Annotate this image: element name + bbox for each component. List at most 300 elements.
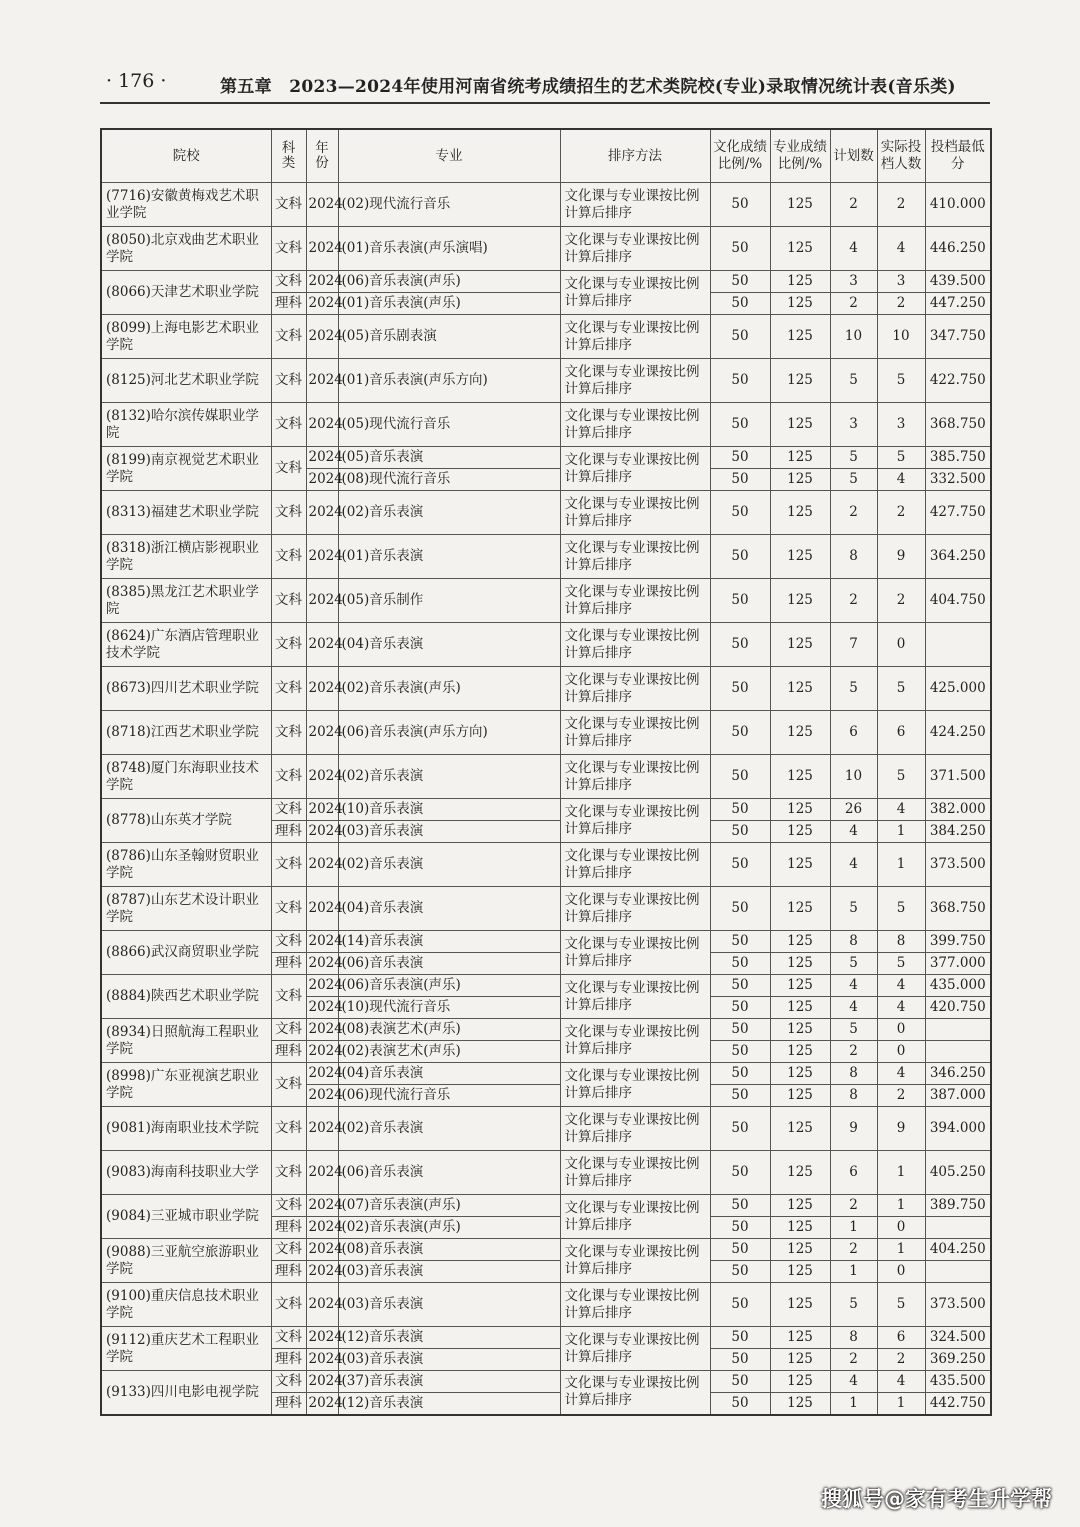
sort-method-cell: 文化课与专业课按比例计算后排序 <box>560 755 710 799</box>
min-score-cell: 368.750 <box>925 887 991 931</box>
major-ratio-cell: 125 <box>770 403 830 447</box>
major-ratio-cell: 125 <box>770 315 830 359</box>
school-name: (7716)安徽黄梅戏艺术职业学院 <box>101 183 271 227</box>
culture-ratio-cell: 50 <box>710 315 770 359</box>
sort-method-cell: 文化课与专业课按比例计算后排序 <box>560 491 710 535</box>
culture-ratio-cell: 50 <box>710 953 770 975</box>
category-cell: 文科 <box>271 183 306 227</box>
table-row <box>101 491 991 535</box>
plan-count-cell: 3 <box>830 403 877 447</box>
major-ratio-cell: 125 <box>770 1063 830 1085</box>
sort-method-cell: 文化课与专业课按比例计算后排序 <box>560 1327 710 1371</box>
school-name: (9088)三亚航空旅游职业学院 <box>101 1239 271 1283</box>
major-cell: (37)音乐表演 <box>338 1371 560 1393</box>
min-score-cell: 385.750 <box>925 447 991 469</box>
plan-count-cell: 1 <box>830 1393 877 1415</box>
actual-count-cell: 1 <box>877 1393 925 1415</box>
school-name: (9083)海南科技职业大学 <box>101 1151 271 1195</box>
category-cell: 文科 <box>271 491 306 535</box>
major-cell: (08)现代流行音乐 <box>338 469 560 491</box>
school-name: (8624)广东酒店管理职业技术学院 <box>101 623 271 667</box>
plan-count-cell: 2 <box>830 1041 877 1063</box>
actual-count-cell: 0 <box>877 1019 925 1041</box>
page-header <box>100 68 990 104</box>
actual-count-cell: 0 <box>877 1041 925 1063</box>
actual-count-cell: 4 <box>877 799 925 821</box>
actual-count-cell: 5 <box>877 1283 925 1327</box>
plan-count-cell: 2 <box>830 1349 877 1371</box>
sort-method-cell: 文化课与专业课按比例计算后排序 <box>560 447 710 491</box>
plan-count-cell: 5 <box>830 953 877 975</box>
major-ratio-cell: 125 <box>770 711 830 755</box>
table-row <box>101 1107 991 1151</box>
school-name: (8786)山东圣翰财贸职业学院 <box>101 843 271 887</box>
sort-method-cell: 文化课与专业课按比例计算后排序 <box>560 623 710 667</box>
sort-method-cell: 文化课与专业课按比例计算后排序 <box>560 1063 710 1107</box>
col-school-header: 院校 <box>101 129 271 183</box>
major-ratio-cell: 125 <box>770 1371 830 1393</box>
major-cell: (05)音乐制作 <box>338 579 560 623</box>
year-cell: 2024 <box>306 535 338 579</box>
category-cell: 理科 <box>271 1217 306 1239</box>
category-cell: 理科 <box>271 1349 306 1371</box>
culture-ratio-cell: 50 <box>710 799 770 821</box>
major-cell: (05)现代流行音乐 <box>338 403 560 447</box>
min-score-cell: 384.250 <box>925 821 991 843</box>
category-cell: 文科 <box>271 1107 306 1151</box>
category-cell: 文科 <box>271 403 306 447</box>
year-cell: 2024 <box>306 711 338 755</box>
category-cell: 文科 <box>271 1151 306 1195</box>
min-score-cell <box>925 1261 991 1283</box>
major-ratio-cell: 125 <box>770 1327 830 1349</box>
category-cell: 理科 <box>271 953 306 975</box>
year-cell: 2024 <box>306 293 338 315</box>
plan-count-cell: 5 <box>830 1283 877 1327</box>
category-cell: 文科 <box>271 359 306 403</box>
min-score-cell: 422.750 <box>925 359 991 403</box>
chapter-title: 第五章 2023—2024年使用河南省统考成绩招生的艺术类院校(专业)录取情况统计表(音乐类) <box>220 77 956 97</box>
min-score-cell: 368.750 <box>925 403 991 447</box>
culture-ratio-cell: 50 <box>710 623 770 667</box>
actual-count-cell: 1 <box>877 843 925 887</box>
actual-count-cell: 6 <box>877 711 925 755</box>
major-ratio-cell: 125 <box>770 843 830 887</box>
year-cell: 2024 <box>306 1107 338 1151</box>
year-cell: 2024 <box>306 227 338 271</box>
table-body <box>101 183 991 1415</box>
major-ratio-cell: 125 <box>770 469 830 491</box>
plan-count-cell: 4 <box>830 1371 877 1393</box>
table-row <box>101 1063 991 1085</box>
culture-ratio-cell: 50 <box>710 711 770 755</box>
col-year-header: 年份 <box>306 129 338 183</box>
plan-count-cell: 8 <box>830 931 877 953</box>
major-ratio-cell: 125 <box>770 535 830 579</box>
actual-count-cell: 9 <box>877 1107 925 1151</box>
sort-method-cell: 文化课与专业课按比例计算后排序 <box>560 1283 710 1327</box>
min-score-cell: 435.500 <box>925 1371 991 1393</box>
culture-ratio-cell: 50 <box>710 975 770 997</box>
plan-count-cell: 2 <box>830 293 877 315</box>
plan-count-cell: 6 <box>830 711 877 755</box>
year-cell: 2024 <box>306 447 338 469</box>
category-cell: 文科 <box>271 535 306 579</box>
col-plan-header: 计划数 <box>830 129 877 183</box>
category-cell: 文科 <box>271 271 306 293</box>
actual-count-cell: 4 <box>877 469 925 491</box>
culture-ratio-cell: 50 <box>710 1151 770 1195</box>
year-cell: 2024 <box>306 491 338 535</box>
table-row <box>101 1239 991 1261</box>
col-min-score-header: 投档最低分 <box>925 129 991 183</box>
col-culture-ratio-header: 文化成绩比例/% <box>710 129 770 183</box>
actual-count-cell: 5 <box>877 755 925 799</box>
major-cell: (03)音乐表演 <box>338 1283 560 1327</box>
major-cell: (02)音乐表演 <box>338 843 560 887</box>
year-cell: 2024 <box>306 799 338 821</box>
culture-ratio-cell: 50 <box>710 293 770 315</box>
plan-count-cell: 9 <box>830 1107 877 1151</box>
min-score-cell: 447.250 <box>925 293 991 315</box>
table-row <box>101 227 991 271</box>
major-cell: (02)表演艺术(声乐) <box>338 1041 560 1063</box>
sort-method-cell: 文化课与专业课按比例计算后排序 <box>560 1371 710 1415</box>
major-ratio-cell: 125 <box>770 293 830 315</box>
plan-count-cell: 8 <box>830 1063 877 1085</box>
col-method-header: 排序方法 <box>560 129 710 183</box>
col-actual-header: 实际投档人数 <box>877 129 925 183</box>
table-row <box>101 447 991 469</box>
culture-ratio-cell: 50 <box>710 1085 770 1107</box>
major-cell: (12)音乐表演 <box>338 1327 560 1349</box>
school-name: (8866)武汉商贸职业学院 <box>101 931 271 975</box>
culture-ratio-cell: 50 <box>710 1283 770 1327</box>
major-ratio-cell: 125 <box>770 997 830 1019</box>
table-row <box>101 623 991 667</box>
sort-method-cell: 文化课与专业课按比例计算后排序 <box>560 1019 710 1063</box>
min-score-cell: 439.500 <box>925 271 991 293</box>
school-name: (9133)四川电影电视学院 <box>101 1371 271 1415</box>
year-cell: 2024 <box>306 755 338 799</box>
min-score-cell: 394.000 <box>925 1107 991 1151</box>
min-score-cell <box>925 1217 991 1239</box>
table-row <box>101 931 991 953</box>
actual-count-cell: 5 <box>877 359 925 403</box>
category-cell: 理科 <box>271 1041 306 1063</box>
culture-ratio-cell: 50 <box>710 931 770 953</box>
min-score-cell: 346.250 <box>925 1063 991 1085</box>
category-cell: 文科 <box>271 227 306 271</box>
major-ratio-cell: 125 <box>770 1041 830 1063</box>
col-category-header: 科类 <box>271 129 306 183</box>
category-cell: 文科 <box>271 755 306 799</box>
min-score-cell: 377.000 <box>925 953 991 975</box>
category-cell: 文科 <box>271 623 306 667</box>
culture-ratio-cell: 50 <box>710 183 770 227</box>
major-ratio-cell: 125 <box>770 359 830 403</box>
sort-method-cell: 文化课与专业课按比例计算后排序 <box>560 183 710 227</box>
major-ratio-cell: 125 <box>770 1239 830 1261</box>
actual-count-cell: 0 <box>877 1217 925 1239</box>
sort-method-cell: 文化课与专业课按比例计算后排序 <box>560 975 710 1019</box>
major-ratio-cell: 125 <box>770 491 830 535</box>
major-ratio-cell: 125 <box>770 271 830 293</box>
year-cell: 2024 <box>306 271 338 293</box>
min-score-cell: 404.250 <box>925 1239 991 1261</box>
major-cell: (02)音乐表演 <box>338 755 560 799</box>
category-cell: 文科 <box>271 799 306 821</box>
admission-table <box>100 128 992 1416</box>
table-row <box>101 535 991 579</box>
table-row <box>101 1151 991 1195</box>
year-cell: 2024 <box>306 579 338 623</box>
table-row <box>101 271 991 293</box>
sort-method-cell: 文化课与专业课按比例计算后排序 <box>560 359 710 403</box>
major-cell: (02)音乐表演 <box>338 491 560 535</box>
major-cell: (06)现代流行音乐 <box>338 1085 560 1107</box>
plan-count-cell: 4 <box>830 227 877 271</box>
category-cell: 文科 <box>271 1327 306 1349</box>
major-ratio-cell: 125 <box>770 887 830 931</box>
culture-ratio-cell: 50 <box>710 843 770 887</box>
actual-count-cell: 4 <box>877 997 925 1019</box>
category-cell: 理科 <box>271 821 306 843</box>
min-score-cell: 399.750 <box>925 931 991 953</box>
min-score-cell <box>925 1041 991 1063</box>
min-score-cell: 446.250 <box>925 227 991 271</box>
year-cell: 2024 <box>306 1261 338 1283</box>
school-name: (8778)山东英才学院 <box>101 799 271 843</box>
plan-count-cell: 1 <box>830 1217 877 1239</box>
actual-count-cell: 2 <box>877 579 925 623</box>
min-score-cell: 404.750 <box>925 579 991 623</box>
culture-ratio-cell: 50 <box>710 447 770 469</box>
major-cell: (04)音乐表演 <box>338 1063 560 1085</box>
table-row <box>101 711 991 755</box>
year-cell: 2024 <box>306 975 338 997</box>
min-score-cell: 424.250 <box>925 711 991 755</box>
school-name: (8199)南京视觉艺术职业学院 <box>101 447 271 491</box>
category-cell: 理科 <box>271 1261 306 1283</box>
plan-count-cell: 2 <box>830 579 877 623</box>
school-name: (8132)哈尔滨传媒职业学院 <box>101 403 271 447</box>
school-name: (9084)三亚城市职业学院 <box>101 1195 271 1239</box>
table-header-row <box>101 129 991 183</box>
major-cell: (02)音乐表演 <box>338 1107 560 1151</box>
year-cell: 2024 <box>306 997 338 1019</box>
culture-ratio-cell: 50 <box>710 1349 770 1371</box>
major-ratio-cell: 125 <box>770 579 830 623</box>
sort-method-cell: 文化课与专业课按比例计算后排序 <box>560 1151 710 1195</box>
school-name: (9081)海南职业技术学院 <box>101 1107 271 1151</box>
year-cell: 2024 <box>306 1349 338 1371</box>
plan-count-cell: 4 <box>830 843 877 887</box>
plan-count-cell: 5 <box>830 359 877 403</box>
major-cell: (05)音乐表演 <box>338 447 560 469</box>
major-ratio-cell: 125 <box>770 1393 830 1415</box>
min-score-cell: 382.000 <box>925 799 991 821</box>
major-ratio-cell: 125 <box>770 1261 830 1283</box>
culture-ratio-cell: 50 <box>710 469 770 491</box>
year-cell: 2024 <box>306 953 338 975</box>
table-row <box>101 359 991 403</box>
actual-count-cell: 9 <box>877 535 925 579</box>
culture-ratio-cell: 50 <box>710 887 770 931</box>
actual-count-cell: 6 <box>877 1327 925 1349</box>
year-cell: 2024 <box>306 1217 338 1239</box>
major-ratio-cell: 125 <box>770 975 830 997</box>
school-name: (8673)四川艺术职业学院 <box>101 667 271 711</box>
actual-count-cell: 1 <box>877 1151 925 1195</box>
min-score-cell: 425.000 <box>925 667 991 711</box>
year-cell: 2024 <box>306 403 338 447</box>
min-score-cell: 420.750 <box>925 997 991 1019</box>
category-cell: 文科 <box>271 1239 306 1261</box>
plan-count-cell: 3 <box>830 271 877 293</box>
category-cell: 文科 <box>271 1019 306 1041</box>
category-cell: 文科 <box>271 1195 306 1217</box>
plan-count-cell: 5 <box>830 447 877 469</box>
table-row <box>101 579 991 623</box>
sort-method-cell: 文化课与专业课按比例计算后排序 <box>560 1195 710 1239</box>
plan-count-cell: 10 <box>830 315 877 359</box>
category-cell: 文科 <box>271 1283 306 1327</box>
min-score-cell: 347.750 <box>925 315 991 359</box>
major-ratio-cell: 125 <box>770 1195 830 1217</box>
major-cell: (14)音乐表演 <box>338 931 560 953</box>
min-score-cell: 332.500 <box>925 469 991 491</box>
major-cell: (03)音乐表演 <box>338 1261 560 1283</box>
plan-count-cell: 4 <box>830 821 877 843</box>
min-score-cell: 389.750 <box>925 1195 991 1217</box>
year-cell: 2024 <box>306 1393 338 1415</box>
major-cell: (02)音乐表演(声乐) <box>338 667 560 711</box>
year-cell: 2024 <box>306 1371 338 1393</box>
school-name: (8313)福建艺术职业学院 <box>101 491 271 535</box>
min-score-cell: 387.000 <box>925 1085 991 1107</box>
actual-count-cell: 3 <box>877 271 925 293</box>
page-number: · 176 · <box>106 70 167 92</box>
major-cell: (06)音乐表演 <box>338 1151 560 1195</box>
major-ratio-cell: 125 <box>770 755 830 799</box>
actual-count-cell: 1 <box>877 1195 925 1217</box>
category-cell: 文科 <box>271 975 306 1019</box>
actual-count-cell: 0 <box>877 623 925 667</box>
plan-count-cell: 4 <box>830 997 877 1019</box>
year-cell: 2024 <box>306 1151 338 1195</box>
category-cell: 文科 <box>271 447 306 491</box>
culture-ratio-cell: 50 <box>710 227 770 271</box>
actual-count-cell: 5 <box>877 667 925 711</box>
major-ratio-cell: 125 <box>770 667 830 711</box>
min-score-cell: 324.500 <box>925 1327 991 1349</box>
sort-method-cell: 文化课与专业课按比例计算后排序 <box>560 315 710 359</box>
category-cell: 文科 <box>271 843 306 887</box>
major-cell: (04)音乐表演 <box>338 887 560 931</box>
culture-ratio-cell: 50 <box>710 1261 770 1283</box>
sort-method-cell: 文化课与专业课按比例计算后排序 <box>560 535 710 579</box>
culture-ratio-cell: 50 <box>710 997 770 1019</box>
table-row <box>101 975 991 997</box>
sort-method-cell: 文化课与专业课按比例计算后排序 <box>560 271 710 315</box>
culture-ratio-cell: 50 <box>710 1019 770 1041</box>
plan-count-cell: 5 <box>830 667 877 711</box>
major-ratio-cell: 125 <box>770 1283 830 1327</box>
year-cell: 2024 <box>306 1019 338 1041</box>
actual-count-cell: 10 <box>877 315 925 359</box>
major-ratio-cell: 125 <box>770 623 830 667</box>
culture-ratio-cell: 50 <box>710 1393 770 1415</box>
category-cell: 文科 <box>271 711 306 755</box>
culture-ratio-cell: 50 <box>710 1371 770 1393</box>
school-name: (9100)重庆信息技术职业学院 <box>101 1283 271 1327</box>
category-cell: 文科 <box>271 1371 306 1393</box>
major-cell: (07)音乐表演(声乐) <box>338 1195 560 1217</box>
table-row <box>101 1371 991 1393</box>
year-cell: 2024 <box>306 843 338 887</box>
culture-ratio-cell: 50 <box>710 1107 770 1151</box>
culture-ratio-cell: 50 <box>710 491 770 535</box>
actual-count-cell: 2 <box>877 1349 925 1371</box>
major-cell: (10)音乐表演 <box>338 799 560 821</box>
major-ratio-cell: 125 <box>770 1019 830 1041</box>
culture-ratio-cell: 50 <box>710 667 770 711</box>
plan-count-cell: 8 <box>830 1085 877 1107</box>
min-score-cell: 373.500 <box>925 843 991 887</box>
culture-ratio-cell: 50 <box>710 755 770 799</box>
major-cell: (04)音乐表演 <box>338 623 560 667</box>
plan-count-cell: 5 <box>830 887 877 931</box>
plan-count-cell: 10 <box>830 755 877 799</box>
table-row <box>101 843 991 887</box>
major-cell: (06)音乐表演(声乐) <box>338 975 560 997</box>
year-cell: 2024 <box>306 623 338 667</box>
category-cell: 理科 <box>271 293 306 315</box>
culture-ratio-cell: 50 <box>710 579 770 623</box>
table-row <box>101 887 991 931</box>
school-name: (8934)日照航海工程职业学院 <box>101 1019 271 1063</box>
year-cell: 2024 <box>306 1239 338 1261</box>
sort-method-cell: 文化课与专业课按比例计算后排序 <box>560 711 710 755</box>
plan-count-cell: 2 <box>830 183 877 227</box>
major-cell: (10)现代流行音乐 <box>338 997 560 1019</box>
major-cell: (06)音乐表演(声乐) <box>338 271 560 293</box>
culture-ratio-cell: 50 <box>710 1239 770 1261</box>
school-name: (8998)广东亚视演艺职业学院 <box>101 1063 271 1107</box>
year-cell: 2024 <box>306 821 338 843</box>
major-ratio-cell: 125 <box>770 953 830 975</box>
plan-count-cell: 8 <box>830 535 877 579</box>
major-ratio-cell: 125 <box>770 1349 830 1371</box>
major-ratio-cell: 125 <box>770 821 830 843</box>
table-row <box>101 1195 991 1217</box>
min-score-cell: 371.500 <box>925 755 991 799</box>
sort-method-cell: 文化课与专业课按比例计算后排序 <box>560 843 710 887</box>
major-cell: (06)音乐表演(声乐方向) <box>338 711 560 755</box>
major-cell: (03)音乐表演 <box>338 821 560 843</box>
major-cell: (01)音乐表演 <box>338 535 560 579</box>
plan-count-cell: 2 <box>830 491 877 535</box>
major-cell: (08)音乐表演 <box>338 1239 560 1261</box>
year-cell: 2024 <box>306 469 338 491</box>
plan-count-cell: 4 <box>830 975 877 997</box>
sort-method-cell: 文化课与专业课按比例计算后排序 <box>560 227 710 271</box>
major-ratio-cell: 125 <box>770 1085 830 1107</box>
col-major-ratio-header: 专业成绩比例/% <box>770 129 830 183</box>
culture-ratio-cell: 50 <box>710 1217 770 1239</box>
plan-count-cell: 7 <box>830 623 877 667</box>
